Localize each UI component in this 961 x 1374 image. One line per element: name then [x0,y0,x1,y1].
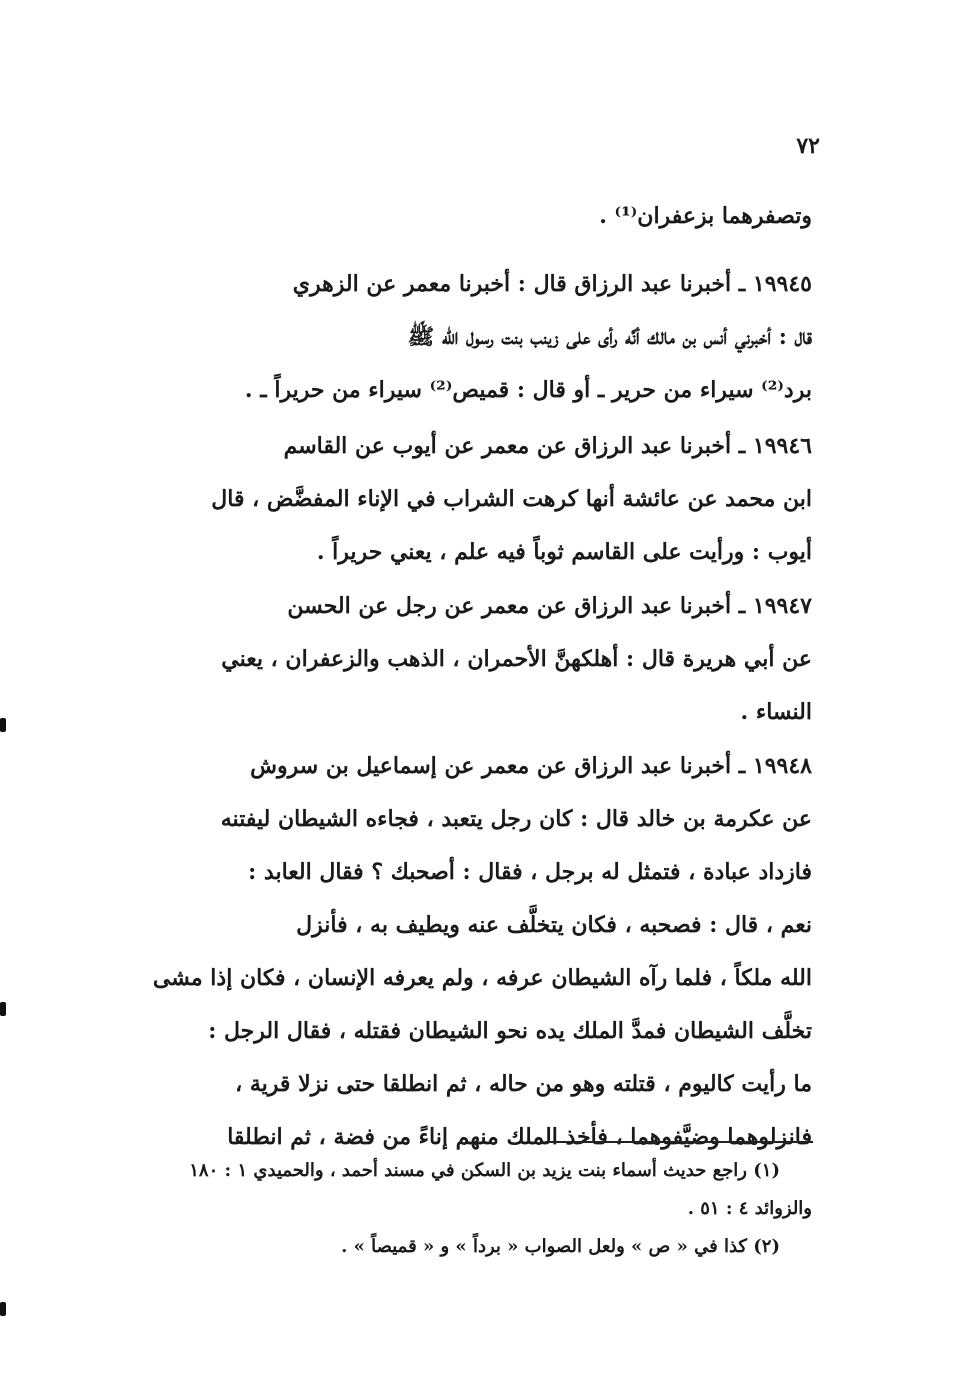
text-line: برد⁽²⁾ سيراء من حرير ـ أو قال : قميص⁽²⁾ سيراء من حريراً ـ . [244,377,812,403]
footnote-line: (١) راجع حديث أسماء بنت يزيد بن السكن في مسند أحمد ، والحميدي ١ : ١٨٠ [189,1160,780,1181]
text-line: قال : أخبرني أنس بن مالك أنَّه رأى على زينب بنت رسول الله ﷺ [407,324,812,350]
scan-edge-mark [0,1002,6,1016]
text-line: نعم ، قال : فصحبه ، فكان يتخلَّف عنه ويطيف به ، فأنزل [296,912,812,938]
hadith-19946 [132,420,812,579]
footnotes [132,1152,812,1266]
text-line: عن أبي هريرة قال : أهلكهنَّ الأحمران ، الذهب والزعفران ، يعني [221,646,812,672]
text-line: ١٩٩٤٥ ـ أخبرنا عبد الرزاق قال : أخبرنا معمر عن الزهري [292,271,812,297]
text-line: الله ملكاً ، فلما رآه الشيطان عرفه ، ولم يعرفه الإنسان ، فكان إذا مشى [152,965,812,991]
text-line: ١٩٩٤٦ ـ أخبرنا عبد الرزاق عن معمر عن أيوب عن القاسم [283,433,812,459]
text-line: ابن محمد عن عائشة أنها كرهت الشراب في الإناء المفضَّض ، قال [211,486,812,512]
text-line: فانزلوهما وضيَّفوهما ، فأخذ الملك منهم إناءً من فضة ، ثم انطلقا [227,1124,812,1150]
text-line: ١٩٩٤٧ ـ أخبرنا عبد الرزاق عن معمر عن رجل عن الحسن [287,593,812,619]
hadith-19948 [132,740,812,1164]
text-line: تخلَّف الشيطان فمدَّ الملك يده نحو الشيطان فقتله ، فقال الرجل : [208,1018,812,1044]
hadith-19945 [132,258,812,417]
page-number: ٧٢ [796,133,820,159]
text-line: النساء . [740,699,812,725]
text-line: فازداد عبادة ، فتمثل له برجل ، فقال : أصحبك ؟ فقال العابد : [248,859,812,885]
text-line: عن عكرمة بن خالد قال : كان رجل يتعبد ، فجاءه الشيطان ليفتنه [220,806,812,832]
footnote-line: (٢) كذا في « ص » ولعل الصواب « برداً » و « قميصاً » . [341,1236,780,1257]
scan-edge-mark [0,1302,6,1316]
text-line: وتصفرهما بزعفران⁽¹⁾ . [599,203,812,229]
footnote-line: والزوائد ٤ : ٥١ . [687,1198,812,1219]
text-line: أيوب : ورأيت على القاسم ثوباً فيه علم ، يعني حريراً . [316,539,812,565]
footnote-divider [545,1141,813,1143]
text-line: ما رأيت كاليوم ، قتلته وهو من حاله ، ثم انطلقا حتى نزلا قرية ، [235,1071,812,1097]
body-text [132,190,812,243]
scan-edge-mark [0,718,6,732]
hadith-19947 [132,580,812,739]
text-line: ١٩٩٤٨ ـ أخبرنا عبد الرزاق عن معمر عن إسماعيل بن سروش [250,753,812,779]
